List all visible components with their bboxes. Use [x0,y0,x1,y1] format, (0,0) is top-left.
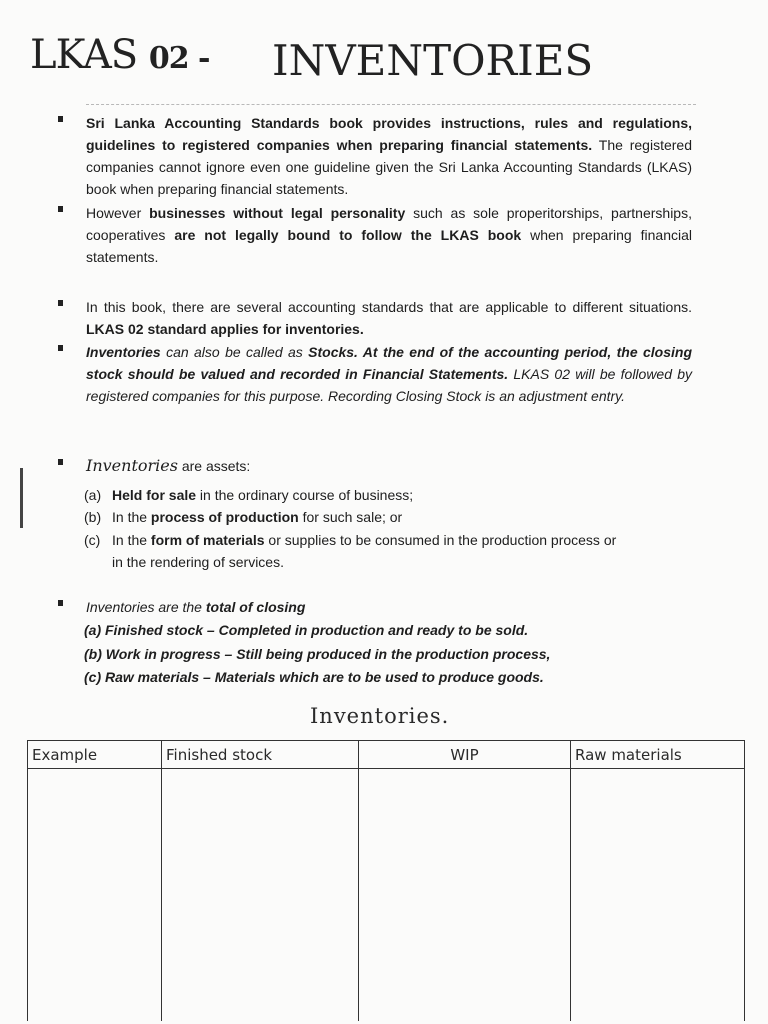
bullet-text: The registered companies cannot ignore even one guideline given the Sri Lanka Accounting Standards (LKAS) book when preparing financial statements. [86,137,692,197]
item-continuation: in the rendering of services. [112,554,284,570]
item-text-bold: process of production [150,509,299,525]
closing-item-b: (b) Work in progress – Still being produced in the production process, [84,646,551,662]
table-cell [571,769,745,1022]
table-cell [162,769,359,1022]
bullet-lkas02-standard [86,296,692,340]
table-header-finished-stock: Finished stock [162,741,359,769]
bullet-text-italic: can also be called as [160,344,309,360]
bullet-text-bold: businesses without legal personality [149,205,406,221]
title-standard-code [30,32,210,78]
bullet-legal-personality [86,202,692,268]
item-label: (a) [84,487,102,503]
bullet-text-bold-italic: Stocks. At the end of the accounting period, the closing stock should be valued and recorded in Financial Statements. [86,344,692,382]
inventories-table [27,740,745,1021]
item-text: In the [112,509,151,525]
divider [86,104,696,105]
item-text: in the ordinary course of business; [196,487,414,503]
bullet-lkas-book [86,112,692,200]
bullet-closing-heading [86,596,692,618]
title-main: INVENTORIES [272,36,594,85]
table-header-raw-materials: Raw materials [571,741,745,769]
bullet-text-bold: LKAS 02 standard applies for inventories. [86,321,364,337]
table-row [28,769,745,1022]
closing-heading-bold: total of closing [205,599,306,615]
assets-item-a [84,484,694,506]
table-title: Inventories. [310,704,450,728]
bullet-text-italic: LKAS 02 will be followed by registered companies for this purpose. Recording Closing Stock is an adjustment entry. [86,366,693,404]
bullet-icon [58,300,63,306]
assets-heading-script: Inventories [86,456,178,475]
item-text: In the [112,532,151,548]
item-text-bold: Held for sale [112,487,197,503]
table-cell [28,769,162,1022]
bullet-assets-heading [86,455,692,477]
bullet-icon [58,116,63,122]
closing-item-c: (c) Raw materials – Materials which are to be used to produce goods. [84,669,544,685]
closing-heading-text: Inventories are the [86,599,206,615]
bullet-text: when preparing financial statements. [86,227,692,265]
bullet-text-bold: are not legally bound to follow the LKAS book [174,227,522,243]
scan-edge-mark [20,468,23,528]
assets-heading-text: are assets: [177,458,251,474]
bullet-text: In this book, there are several accounting standards that are applicable to different situations. [86,299,692,315]
item-text: for such sale; or [298,509,403,525]
bullet-stocks [86,341,692,407]
title-code: 02 - [148,41,210,76]
bullet-icon [58,206,63,212]
bullet-icon [58,459,63,465]
table-header-row [28,741,745,769]
page-title [30,26,750,96]
bullet-icon [58,345,63,351]
item-text-bold: form of materials [150,532,265,548]
title-prefix: LKAS [30,32,138,78]
bullet-text-bold-italic: Inventories [86,344,161,360]
item-label: (c) [84,532,101,548]
table-header-example: Example [28,741,162,769]
bullet-icon [58,600,63,606]
item-label: (b) [84,509,102,525]
bullet-text-bold: Sri Lanka Accounting Standards book provides instructions, rules and regulations, guidelines to registered companies when preparing financial statements. [86,115,692,153]
bullet-text: such as sole properitorships, partnerships, cooperatives [86,205,692,243]
table-cell [359,769,571,1022]
assets-item-b [84,506,694,528]
table-header-wip: WIP [359,741,571,769]
item-text: or supplies to be consumed in the production process or [264,532,617,548]
assets-item-c [84,529,694,573]
bullet-text: However [86,205,150,221]
closing-item-a: (a) Finished stock – Completed in production and ready to be sold. [84,622,529,638]
